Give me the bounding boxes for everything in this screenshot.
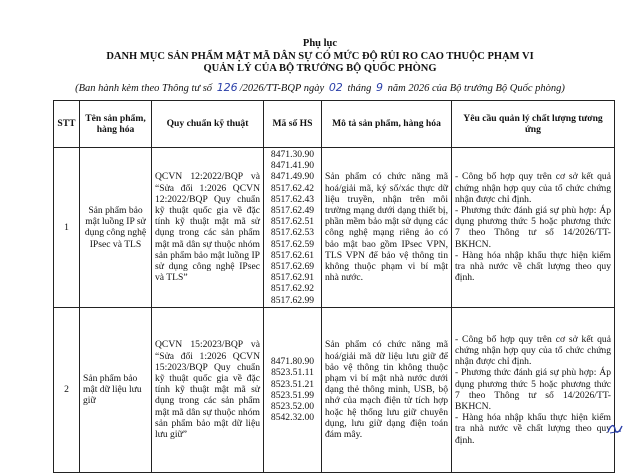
appendix-heading: Phụ lục xyxy=(302,38,338,49)
row-standard: QCVN 12:2022/BQP và “Sửa đổi 1:2026 QCVN 12:2022/BQP Quy chuẩn kỹ thuật quốc gia về đặc tính kỹ thuật mật mã sử dụng trong các sản phẩm mật mã dân sự thuộc nhóm sản phẩm bảo mật luồng IP sử dụng công nghệ IPsec và TLS” xyxy=(152,148,264,308)
hs-code: 8517.62.92 xyxy=(270,283,315,295)
row-stt: 1 xyxy=(54,148,80,308)
hs-code: 8523.52.00 xyxy=(270,401,315,413)
table-row xyxy=(54,148,615,308)
subtitle-mid-2: tháng xyxy=(347,83,372,94)
requirement-item: - Phương thức đánh giá sự phù hợp: Áp dụng phương thức 5 hoặc phương thức 7 theo Thông tư số 14/2026/TT-BKHCN. xyxy=(455,205,611,250)
hs-code: 8523.51.99 xyxy=(270,389,315,401)
hs-code: 8517.62.42 xyxy=(270,182,315,194)
initial-signature-mark xyxy=(606,421,624,435)
header-requirements: Yêu cầu quản lý chất lượng tương ứng xyxy=(452,101,615,148)
hs-code: 8523.51.21 xyxy=(270,378,315,390)
subtitle-mid-1: /2026/TT-BQP ngày xyxy=(239,83,325,94)
hs-code: 8517.62.43 xyxy=(270,193,315,205)
row-hs-codes xyxy=(264,148,322,308)
table-header-row xyxy=(54,101,615,148)
row-standard: QCVN 15:2023/BQP và “Sửa đổi 1:2026 QCVN 15:2023/BQP Quy chuẩn kỹ thuật quốc gia về đặc tính kỹ thuật mật mã sử dụng trong các sản phẩm mật mã dân sự thuộc nhóm sản phẩm bảo mật dữ liệu lưu giữ” xyxy=(152,307,264,472)
requirement-item: - Phương thức đánh giá sự phù hợp: Áp dụng phương thức 5 hoặc phương thức 7 theo Thông tư số 14/2026/TT-BKHCN. xyxy=(455,367,611,413)
hs-code: 8517.62.91 xyxy=(270,272,315,284)
hs-code: 8542.32.00 xyxy=(270,412,315,424)
document-title xyxy=(60,51,580,75)
requirement-item: - Hàng hóa nhập khẩu thực hiện kiểm tra nhà nước về chất lượng theo quy định. xyxy=(455,249,611,284)
hs-code: 8517.62.51 xyxy=(270,216,315,228)
header-product: Tên sản phẩm, hàng hóa xyxy=(80,101,152,148)
requirement-item: - Công bố hợp quy trên cơ sở kết quả chứng nhận hợp quy của tổ chức chứng nhận được chỉ định. xyxy=(455,333,611,368)
title-line-1: DANH MỤC SẢN PHẨM MẬT MÃ DÂN SỰ CÓ MỨC ĐỘ RỦI RO CAO THUỘC PHẠM VI xyxy=(106,51,534,62)
handwritten-month: 9 xyxy=(375,81,383,94)
title-line-2: QUẢN LÝ CỦA BỘ TRƯỞNG BỘ QUỐC PHÒNG xyxy=(203,63,437,74)
requirement-item: - Hàng hóa nhập khẩu thực hiện kiểm tra nhà nước về chất lượng theo quy định. xyxy=(455,412,611,446)
hs-code: 8471.41.90 xyxy=(270,160,315,172)
requirement-item: - Công bố hợp quy trên cơ sở kết quả chứng nhận hợp quy của tổ chức chứng nhận được chỉ định. xyxy=(455,171,611,205)
row-hs-codes xyxy=(264,307,322,472)
product-table xyxy=(53,100,615,473)
row-product: Sản phẩm bảo mật dữ liệu lưu giữ xyxy=(80,307,152,472)
hs-code: 8471.80.90 xyxy=(270,356,315,368)
row-product: Sản phẩm bảo mật luồng IP sử dụng công nghệ IPsec và TLS xyxy=(80,148,152,308)
header-hs-code: Mã số HS xyxy=(264,101,322,148)
handwritten-day: 02 xyxy=(328,81,343,94)
hs-code: 8523.51.11 xyxy=(271,367,314,379)
header-standard: Quy chuẩn kỹ thuật xyxy=(152,101,264,148)
row-description: Sản phẩm có chức năng mã hoá/giải mã, ký số/xác thực dữ liệu truyền, nhận trên môi trường mạng dưới dạng thiết bị, phần mềm bảo mật sử dụng các công nghệ mạng riêng ảo có bảo mật bao gồm IPsec VPN, TLS VPN để bảo vệ thông tin không thuộc phạm vi bí mật nhà nước. xyxy=(322,148,452,308)
subtitle-prefix: (Ban hành kèm theo Thông tư số xyxy=(75,83,213,94)
row-requirements xyxy=(452,307,615,472)
header-stt: STT xyxy=(54,101,80,148)
hs-code: 8517.62.99 xyxy=(270,294,315,306)
hs-code: 8517.62.53 xyxy=(270,227,315,239)
hs-code: 8471.49.90 xyxy=(270,171,315,183)
row-requirements xyxy=(452,148,615,308)
hs-code: 8517.62.61 xyxy=(270,249,315,261)
row-stt: 2 xyxy=(54,307,80,472)
hs-code: 8517.62.69 xyxy=(270,261,315,273)
row-description: Sản phẩm có chức năng mã hoá/giải mã dữ liệu lưu giữ để bảo vệ thông tin không thuộc phạm vi bí mật nhà nước dưới dạng thẻ thông minh, USB, bộ nhớ của mạch điện tử tích hợp hoặc hệ thống lưu giữ chuyên dụng, lưu giữ dạng điện toán đám mây. xyxy=(322,307,452,472)
header-description: Mô tả sản phẩm, hàng hóa xyxy=(322,101,452,148)
hs-code: 8471.30.90 xyxy=(270,149,315,160)
handwritten-circular-number: 126 xyxy=(216,81,238,94)
hs-code: 8517.62.59 xyxy=(270,238,315,250)
hs-code: 8517.62.49 xyxy=(270,205,315,217)
subtitle-suffix: năm 2026 của Bộ trưởng Bộ Quốc phòng) xyxy=(387,83,565,94)
table-row xyxy=(54,307,615,472)
issuance-note xyxy=(0,81,640,94)
